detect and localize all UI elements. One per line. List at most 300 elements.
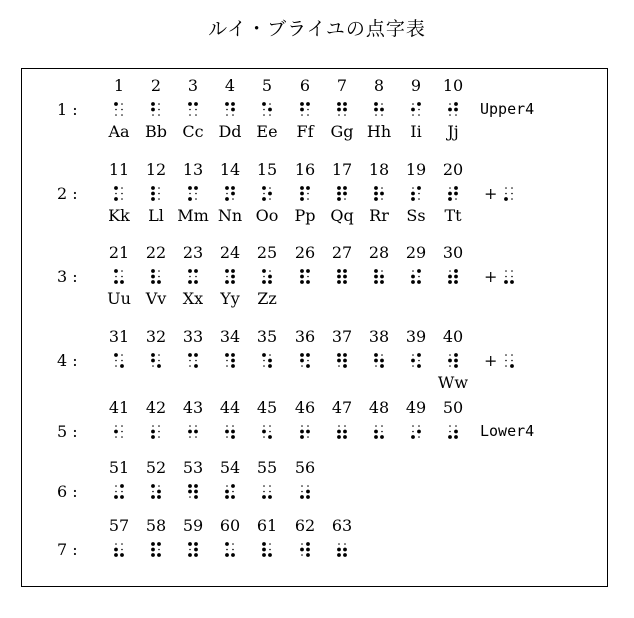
braille-cell — [114, 541, 124, 558]
braille-dot-6 — [380, 435, 384, 439]
braille-cell — [225, 541, 235, 558]
braille-dot-1 — [262, 102, 266, 106]
braille-dot-6 — [381, 198, 383, 200]
braille-dot-6 — [344, 114, 346, 116]
braille-dot-5 — [232, 549, 234, 551]
braille-dot-5 — [380, 359, 384, 363]
braille-dot-5 — [307, 193, 309, 195]
braille-cell — [188, 101, 198, 118]
braille-dot-3 — [412, 365, 414, 367]
braille-dot-1 — [300, 102, 304, 106]
braille-dot-2 — [263, 193, 265, 195]
braille-cell — [151, 268, 161, 285]
braille-cell — [225, 268, 235, 285]
cell-letter: Zz — [257, 289, 277, 308]
braille-dot-1 — [188, 542, 192, 546]
braille-cell — [448, 352, 458, 369]
braille-dot-4 — [454, 102, 458, 106]
braille-dot-2 — [225, 430, 229, 434]
cell-number: 3 — [187, 76, 199, 95]
braille-dot-5 — [231, 192, 235, 196]
braille-dot-1 — [188, 102, 192, 106]
cell-number: 48 — [368, 398, 390, 417]
braille-cell — [337, 423, 347, 440]
braille-dot-5 — [454, 108, 458, 112]
braille-dot-3 — [374, 280, 378, 284]
braille-dot-2 — [189, 360, 191, 362]
row-plus-sign: + — [484, 184, 498, 203]
braille-dot-6 — [343, 435, 347, 439]
braille-dot-2 — [448, 275, 452, 279]
braille-dot-6 — [381, 114, 383, 116]
braille-dot-5 — [418, 193, 420, 195]
braille-dot-3 — [189, 365, 191, 367]
braille-cell — [114, 185, 124, 202]
cell-letter: Bb — [145, 122, 167, 141]
braille-cell — [188, 483, 198, 500]
braille-dot-6 — [344, 198, 346, 200]
braille-dot-2 — [115, 491, 117, 493]
braille-dot-4 — [194, 186, 198, 190]
braille-dot-6 — [232, 114, 234, 116]
braille-dot-2 — [374, 275, 378, 279]
braille-dot-6 — [455, 114, 457, 116]
braille-dot-3 — [300, 197, 304, 201]
braille-dot-6 — [454, 364, 458, 368]
braille-dot-3 — [504, 280, 508, 284]
braille-dot-1 — [412, 425, 414, 427]
braille-dot-4 — [194, 269, 198, 273]
braille-cell — [151, 185, 161, 202]
cell-number: 8 — [373, 76, 385, 95]
braille-dot-5 — [268, 275, 272, 279]
braille-cell — [448, 268, 458, 285]
braille-cell — [374, 185, 384, 202]
braille-dot-6 — [231, 364, 235, 368]
braille-dot-2 — [151, 548, 155, 552]
braille-dot-2 — [337, 359, 341, 363]
braille-dot-6 — [510, 364, 514, 368]
braille-dot-3 — [226, 436, 228, 438]
braille-cell — [411, 185, 421, 202]
braille-dot-2 — [411, 192, 415, 196]
braille-cell — [114, 423, 124, 440]
braille-dot-5 — [268, 108, 272, 112]
row-label: 6 : — [57, 482, 78, 501]
braille-dot-6 — [307, 198, 309, 200]
braille-cell — [374, 268, 384, 285]
braille-dot-3 — [448, 435, 452, 439]
braille-dot-1 — [337, 102, 341, 106]
braille-dot-6 — [418, 114, 420, 116]
braille-dot-3 — [263, 365, 265, 367]
braille-dot-1 — [262, 186, 266, 190]
braille-dot-5 — [417, 430, 421, 434]
braille-cell — [262, 541, 272, 558]
braille-dot-3 — [115, 436, 117, 438]
braille-dot-4 — [194, 484, 198, 488]
braille-dot-1 — [505, 187, 507, 189]
braille-dot-1 — [226, 425, 228, 427]
braille-dot-3 — [337, 553, 341, 557]
braille-dot-1 — [189, 425, 191, 427]
braille-dot-2 — [151, 359, 155, 363]
cell-number: 35 — [256, 327, 278, 346]
braille-dot-1 — [412, 187, 414, 189]
braille-dot-3 — [448, 280, 452, 284]
braille-dot-4 — [307, 425, 309, 427]
cell-letter: Jj — [447, 122, 459, 141]
braille-dot-1 — [375, 425, 377, 427]
braille-dot-2 — [411, 359, 415, 363]
braille-dot-6 — [417, 364, 421, 368]
braille-dot-3 — [301, 114, 303, 116]
braille-dot-1 — [412, 270, 414, 272]
braille-dot-4 — [121, 425, 123, 427]
braille-dot-5 — [268, 359, 272, 363]
braille-dot-6 — [120, 553, 124, 557]
row-plus-sign: + — [484, 351, 498, 370]
braille-cell — [337, 541, 347, 558]
braille-dot-1 — [337, 186, 341, 190]
cell-number: 61 — [256, 516, 278, 535]
braille-dot-4 — [232, 425, 234, 427]
braille-cell — [188, 423, 198, 440]
braille-dot-6 — [454, 280, 458, 284]
braille-dot-3 — [411, 280, 415, 284]
braille-dot-2 — [448, 192, 452, 196]
row-label: 4 : — [57, 351, 78, 370]
braille-dot-6 — [306, 364, 310, 368]
cell-number: 20 — [442, 160, 464, 179]
braille-dot-1 — [225, 102, 229, 106]
braille-dot-2 — [226, 193, 228, 195]
cell-number: 22 — [145, 243, 167, 262]
braille-cell — [188, 268, 198, 285]
braille-dot-6 — [307, 114, 309, 116]
braille-dot-5 — [195, 193, 197, 195]
braille-dot-1 — [337, 353, 341, 357]
braille-dot-2 — [300, 192, 304, 196]
braille-dot-1 — [449, 187, 451, 189]
braille-dot-6 — [306, 495, 310, 499]
braille-dot-1 — [188, 484, 192, 488]
braille-dot-3 — [151, 197, 155, 201]
braille-dot-6 — [418, 198, 420, 200]
braille-cell — [300, 483, 310, 500]
cell-number: 32 — [145, 327, 167, 346]
braille-dot-4 — [194, 102, 198, 106]
row-side-braille-cell — [504, 185, 514, 202]
braille-dot-4 — [121, 270, 123, 272]
braille-cell — [300, 423, 310, 440]
braille-dot-1 — [225, 542, 229, 546]
braille-dot-1 — [449, 425, 451, 427]
braille-dot-3 — [300, 435, 304, 439]
cell-number: 63 — [331, 516, 353, 535]
braille-dot-2 — [505, 360, 507, 362]
braille-dot-1 — [115, 425, 117, 427]
cell-letter: Yy — [220, 289, 240, 308]
braille-dot-2 — [374, 430, 378, 434]
braille-dot-2 — [300, 108, 304, 112]
row-plus-sign: + — [484, 267, 498, 286]
cell-number: 34 — [219, 327, 241, 346]
braille-dot-5 — [454, 275, 458, 279]
braille-dot-2 — [114, 548, 118, 552]
braille-dot-4 — [120, 484, 124, 488]
braille-dot-3 — [188, 280, 192, 284]
cell-number: 25 — [256, 243, 278, 262]
cell-number: 53 — [182, 458, 204, 477]
braille-dot-2 — [115, 276, 117, 278]
braille-dot-4 — [195, 425, 197, 427]
braille-dot-2 — [151, 108, 155, 112]
braille-dot-2 — [263, 276, 265, 278]
braille-dot-3 — [262, 280, 266, 284]
braille-cell — [188, 352, 198, 369]
braille-cell — [114, 268, 124, 285]
braille-dot-4 — [306, 353, 310, 357]
braille-dot-1 — [188, 186, 192, 190]
braille-cell — [225, 423, 235, 440]
braille-cell — [151, 101, 161, 118]
cell-number: 57 — [108, 516, 130, 535]
row-label: 3 : — [57, 267, 78, 286]
braille-dot-5 — [121, 109, 123, 111]
braille-dot-5 — [454, 192, 458, 196]
braille-dot-6 — [121, 198, 123, 200]
braille-dot-1 — [374, 102, 378, 106]
braille-cell — [448, 185, 458, 202]
braille-dot-4 — [381, 425, 383, 427]
braille-dot-1 — [300, 186, 304, 190]
braille-dot-2 — [188, 430, 192, 434]
braille-dot-3 — [226, 365, 228, 367]
braille-dot-5 — [454, 430, 458, 434]
braille-dot-6 — [194, 495, 198, 499]
braille-dot-6 — [343, 280, 347, 284]
braille-dot-4 — [455, 425, 457, 427]
cell-number: 55 — [256, 458, 278, 477]
cell-number: 42 — [145, 398, 167, 417]
braille-dot-2 — [300, 275, 304, 279]
row-side-braille-cell — [504, 268, 514, 285]
cell-number: 13 — [182, 160, 204, 179]
braille-cell — [225, 101, 235, 118]
cell-letter: Ii — [410, 122, 422, 141]
braille-cell — [225, 185, 235, 202]
braille-dot-5 — [157, 490, 161, 494]
cell-number: 58 — [145, 516, 167, 535]
cell-letter: Hh — [366, 122, 392, 141]
row-side-braille-cell — [504, 352, 514, 369]
braille-dot-3 — [151, 553, 155, 557]
cell-number: 37 — [331, 327, 353, 346]
cell-number: 60 — [219, 516, 241, 535]
cell-number: 33 — [182, 327, 204, 346]
braille-dot-1 — [151, 542, 155, 546]
braille-cell — [262, 483, 272, 500]
braille-dot-2 — [152, 491, 154, 493]
cell-number: 39 — [405, 327, 427, 346]
braille-dot-2 — [411, 108, 415, 112]
braille-dot-5 — [194, 548, 198, 552]
braille-dot-5 — [511, 276, 513, 278]
braille-dot-4 — [454, 353, 458, 357]
braille-dot-4 — [232, 543, 234, 545]
braille-dot-5 — [306, 548, 310, 552]
braille-dot-5 — [121, 491, 123, 493]
braille-dot-4 — [269, 543, 271, 545]
braille-dot-5 — [121, 276, 123, 278]
braille-dot-1 — [114, 269, 118, 273]
braille-dot-2 — [337, 192, 341, 196]
braille-dot-1 — [151, 269, 155, 273]
braille-dot-1 — [338, 543, 340, 545]
braille-dot-3 — [300, 495, 304, 499]
braille-dot-1 — [449, 270, 451, 272]
braille-cell — [114, 101, 124, 118]
braille-dot-2 — [412, 431, 414, 433]
braille-dot-6 — [121, 114, 123, 116]
braille-dot-5 — [231, 359, 235, 363]
braille-dot-3 — [151, 280, 155, 284]
cell-number: 9 — [410, 76, 422, 95]
braille-cell — [300, 541, 310, 558]
braille-dot-4 — [381, 103, 383, 105]
braille-dot-4 — [158, 187, 160, 189]
braille-dot-2 — [189, 193, 191, 195]
braille-dot-3 — [263, 114, 265, 116]
cell-number: 52 — [145, 458, 167, 477]
braille-dot-5 — [121, 549, 123, 551]
braille-dot-4 — [158, 270, 160, 272]
braille-cell — [262, 268, 272, 285]
braille-dot-4 — [121, 543, 123, 545]
braille-dot-4 — [231, 353, 235, 357]
braille-cell — [411, 423, 421, 440]
braille-cell — [114, 483, 124, 500]
braille-dot-1 — [338, 425, 340, 427]
braille-dot-2 — [300, 359, 304, 363]
braille-dot-3 — [225, 553, 229, 557]
braille-dot-4 — [417, 353, 421, 357]
braille-dot-1 — [188, 353, 192, 357]
braille-dot-4 — [417, 102, 421, 106]
braille-dot-3 — [151, 435, 155, 439]
braille-dot-2 — [505, 276, 507, 278]
braille-dot-2 — [374, 192, 378, 196]
braille-dot-4 — [269, 354, 271, 356]
braille-cell — [151, 541, 161, 558]
braille-dot-3 — [337, 280, 341, 284]
cell-number: 6 — [299, 76, 311, 95]
cell-letter: Pp — [294, 206, 316, 225]
cell-letter: Ll — [148, 206, 164, 225]
braille-dot-1 — [300, 269, 304, 273]
braille-dot-5 — [158, 431, 160, 433]
cell-letter: Rr — [369, 206, 389, 225]
cell-number: 47 — [331, 398, 353, 417]
braille-dot-3 — [152, 365, 154, 367]
braille-dot-1 — [225, 269, 229, 273]
cell-letter: Xx — [182, 289, 204, 308]
braille-cell — [300, 101, 310, 118]
cell-number: 51 — [108, 458, 130, 477]
braille-dot-2 — [226, 549, 228, 551]
braille-dot-3 — [225, 197, 229, 201]
braille-dot-6 — [158, 114, 160, 116]
cell-number: 19 — [405, 160, 427, 179]
braille-dot-1 — [374, 186, 378, 190]
braille-dot-5 — [121, 360, 123, 362]
braille-dot-1 — [300, 353, 304, 357]
braille-dot-6 — [268, 280, 272, 284]
braille-dot-2 — [449, 431, 451, 433]
braille-dot-5 — [269, 491, 271, 493]
braille-dot-6 — [121, 436, 123, 438]
braille-dot-4 — [306, 542, 310, 546]
braille-dot-3 — [225, 495, 229, 499]
braille-dot-1 — [114, 353, 118, 357]
braille-cell — [300, 185, 310, 202]
cell-number: 29 — [405, 243, 427, 262]
braille-dot-3 — [338, 114, 340, 116]
braille-dot-2 — [337, 108, 341, 112]
braille-dot-6 — [455, 198, 457, 200]
braille-cell — [337, 352, 347, 369]
braille-dot-1 — [188, 269, 192, 273]
cell-letter: Vv — [145, 289, 167, 308]
braille-dot-5 — [343, 275, 347, 279]
braille-dot-1 — [115, 485, 117, 487]
braille-cell — [262, 101, 272, 118]
braille-dot-4 — [194, 353, 198, 357]
row-label: 2 : — [57, 184, 78, 203]
braille-dot-5 — [307, 109, 309, 111]
row-side-label: Lower4 — [480, 422, 535, 440]
braille-dot-5 — [194, 430, 198, 434]
braille-dot-6 — [268, 553, 272, 557]
braille-dot-1 — [114, 102, 118, 106]
braille-dot-5 — [307, 360, 309, 362]
braille-dot-4 — [454, 186, 458, 190]
braille-dot-3 — [114, 495, 118, 499]
cell-number: 21 — [108, 243, 130, 262]
braille-dot-5 — [158, 193, 160, 195]
braille-dot-1 — [151, 102, 155, 106]
braille-dot-2 — [189, 276, 191, 278]
braille-dot-3 — [226, 114, 228, 116]
braille-dot-2 — [115, 193, 117, 195]
braille-dot-4 — [158, 485, 160, 487]
braille-dot-1 — [374, 353, 378, 357]
cell-number: 59 — [182, 516, 204, 535]
cell-number: 38 — [368, 327, 390, 346]
braille-dot-4 — [231, 269, 235, 273]
braille-dot-5 — [269, 431, 271, 433]
braille-dot-1 — [151, 186, 155, 190]
braille-dot-6 — [306, 553, 310, 557]
braille-dot-1 — [301, 425, 303, 427]
braille-dot-1 — [262, 542, 266, 546]
cell-number: 10 — [442, 76, 464, 95]
braille-dot-6 — [194, 553, 198, 557]
braille-dot-6 — [120, 495, 124, 499]
braille-dot-4 — [269, 187, 271, 189]
braille-dot-3 — [301, 365, 303, 367]
